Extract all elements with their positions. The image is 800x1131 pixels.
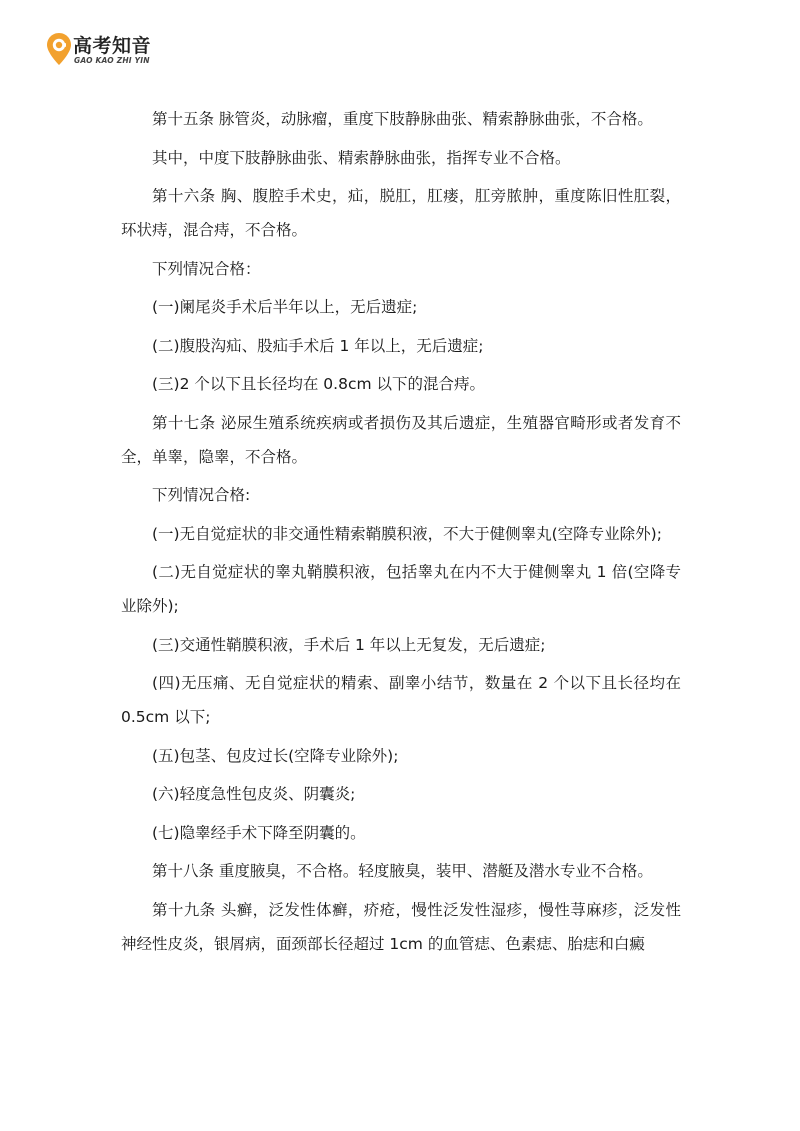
paragraph: 下列情况合格: xyxy=(152,486,251,504)
paragraph: (四)无压痛、无自觉症状的精索、副睾小结节，数量在 2 个以下且长径均在 0.5cm 以下; xyxy=(121,674,681,726)
paragraph: 其中，中度下肢静脉曲张、精索静脉曲张，指挥专业不合格。 xyxy=(152,148,571,167)
paragraph: 第十八条 重度腋臭，不合格。轻度腋臭，装甲、潜艇及潜水专业不合格。 xyxy=(152,862,653,880)
paragraph: (一)阑尾炎手术后半年以上，无后遗症; xyxy=(152,298,418,316)
paragraph: 下列情况合格： xyxy=(152,259,261,278)
paragraph: (二)腹股沟疝、股疝手术后 1 年以上，无后遗症; xyxy=(152,336,484,355)
paragraph: (六)轻度急性包皮炎、阴囊炎; xyxy=(152,785,356,803)
document-body xyxy=(121,102,681,965)
paragraph: 第十五条 脉管炎，动脉瘤，重度下肢静脉曲张、精索静脉曲张，不合格。 xyxy=(152,110,653,128)
location-pin-icon xyxy=(46,32,72,66)
paragraph: (五)包茎、包皮过长(空降专业除外); xyxy=(152,746,399,765)
paragraph: 第十七条 泌尿生殖系统疾病或者损伤及其后遗症，生殖器官畸形或者发育不全，单睾，隐睾，不合格。 xyxy=(121,413,681,466)
paragraph: (二)无自觉症状的睾丸鞘膜积液，包括睾丸在内不大于健侧睾丸 1 倍(空降专业除外); xyxy=(121,563,681,615)
logo-title: 高考知音 xyxy=(73,35,152,57)
site-logo[interactable] xyxy=(46,30,186,70)
paragraph: 第十九条 头癣，泛发性体癣，疥疮，慢性泛发性湿疹，慢性荨麻疹，泛发性神经性皮炎，银屑病，面颈部长径超过 1cm 的血管痣、色素痣、胎痣和白癜 xyxy=(121,900,681,953)
paragraph: (三)2 个以下且长径均在 0.8cm 以下的混合痔。 xyxy=(152,375,486,393)
paragraph: (三)交通性鞘膜积液，手术后 1 年以上无复发，无后遗症; xyxy=(152,635,546,654)
paragraph: (七)隐睾经手术下降至阴囊的。 xyxy=(152,823,366,842)
paragraph: 第十六条 胸、腹腔手术史，疝，脱肛，肛瘘，肛旁脓肿，重度陈旧性肛裂，环状痔，混合痔，不合格。 xyxy=(121,187,681,239)
logo-subtitle: GAO KAO ZHI YIN xyxy=(74,56,150,65)
paragraph: (一)无自觉症状的非交通性精索鞘膜积液，不大于健侧睾丸(空降专业除外); xyxy=(152,524,662,543)
